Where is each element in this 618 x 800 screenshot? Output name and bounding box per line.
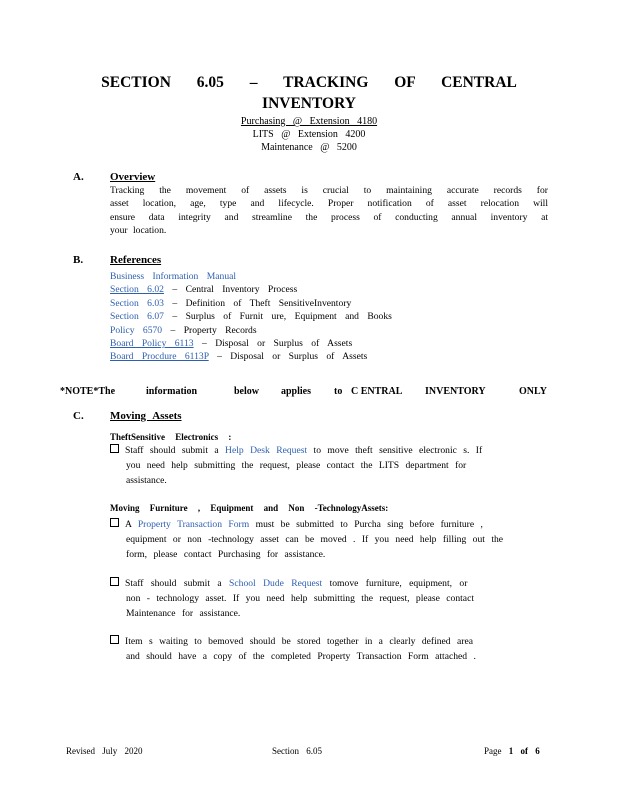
note-word: C ENTRAL: [351, 386, 403, 397]
bullet-items-waiting: Item s waiting to bemoved should be stored together in a clearly defined area and should have a copy of the completed Property Transaction Form attached .: [110, 634, 550, 664]
note-word: INVENTORY: [425, 386, 486, 397]
ref-item: Board Policy 6113 – Disposal or Surplus of Assets: [110, 338, 353, 350]
bullet-help-desk: Staff should submit a Help Desk Request to move theft sensitive electronic s. If you need help submitting the request, please contact the LITS department for assistance.: [110, 443, 540, 488]
reference-list: [110, 270, 392, 364]
checkbox-bullet: [110, 577, 119, 586]
note-word: applies: [281, 386, 312, 397]
footer-section: Section 6.05: [272, 746, 322, 756]
ref-item: Section 6.02 – Central Inventory Process: [110, 284, 298, 296]
property-transaction-form-link[interactable]: Property Transaction Form: [137, 519, 250, 530]
section-b-letter: B.: [73, 254, 84, 266]
ref-link-board-procedure-6113p[interactable]: Board Procdure 6113P: [110, 351, 209, 363]
ref-link-6-02[interactable]: Section 6.02: [110, 284, 164, 296]
note-word: below: [234, 386, 259, 397]
checkbox-bullet: [110, 518, 119, 527]
ref-item: Board Procdure 6113P – Disposal or Surplus of Assets: [110, 351, 368, 363]
section-a-heading: Overview: [110, 171, 156, 183]
ref-link-6-03[interactable]: Section 6.03: [110, 297, 164, 309]
ref-link-bim[interactable]: Business Information Manual: [110, 271, 237, 282]
section-b-heading: References: [110, 254, 162, 266]
ref-link-board-policy-6113[interactable]: Board Policy 6113: [110, 338, 194, 350]
footer-page: Page 1 of 6: [484, 746, 540, 756]
checkbox-bullet: [110, 635, 119, 644]
section-a-letter: A.: [73, 171, 84, 183]
page-title-line2: INVENTORY: [262, 95, 356, 112]
overview-text: Tracking the movement of assets is crucial to maintaining accurate records for asset location, age, type and lifecycle. Proper notification of asset relocation will ensure data integrity and streamline the process of conducting annual inventory at your location.: [110, 185, 548, 237]
help-desk-request-link[interactable]: Help Desk Request: [225, 445, 308, 456]
section-c-heading: Moving Assets: [110, 410, 182, 422]
ref-link-6-07[interactable]: Section 6.07: [110, 311, 164, 323]
contact-maintenance: Maintenance @ 5200: [261, 142, 357, 153]
section-c-letter: C.: [73, 410, 84, 422]
ref-item: [110, 270, 392, 283]
bullet-property-transaction: A Property Transaction Form must be submitted to Purcha sing before furniture , equipment or non -technology asset can be moved . If you need help filling out the form, please contact Purchasing for assistance.: [110, 517, 555, 562]
note-label: *NOTE*The: [60, 386, 116, 397]
ref-item: Section 6.03 – Definition of Theft SensitiveInventory: [110, 297, 352, 309]
subheading-theft-sensitive: TheftSensitive Electronics :: [110, 432, 232, 442]
contact-purchasing: Purchasing @ Extension 4180: [240, 116, 378, 127]
bullet-school-dude: Staff should submit a School Dude Request tomove furniture, equipment, or non - technology asset. If you need help submitting the request, please contact Maintenance for assistance.: [110, 576, 550, 621]
note-word: information: [146, 386, 198, 397]
note-word: ONLY: [519, 386, 547, 397]
ref-item: Section 6.07 – Surplus of Furnit ure, Equipment and Books: [110, 311, 392, 323]
school-dude-request-link[interactable]: School Dude Request: [229, 578, 323, 589]
ref-item: Policy 6570 – Property Records: [110, 324, 257, 336]
checkbox-bullet: [110, 444, 119, 453]
footer-revised: Revised July 2020: [66, 746, 143, 756]
note-word: to: [334, 386, 343, 397]
contact-lits: LITS @ Extension 4200: [252, 129, 366, 140]
ref-link-policy-6570[interactable]: Policy 6570: [110, 324, 163, 336]
subheading-moving-furniture: Moving Furniture , Equipment and Non -TechnologyAssets:: [110, 503, 389, 513]
page-title: SECTION 6.05 – TRACKING OF CENTRAL: [101, 74, 517, 91]
